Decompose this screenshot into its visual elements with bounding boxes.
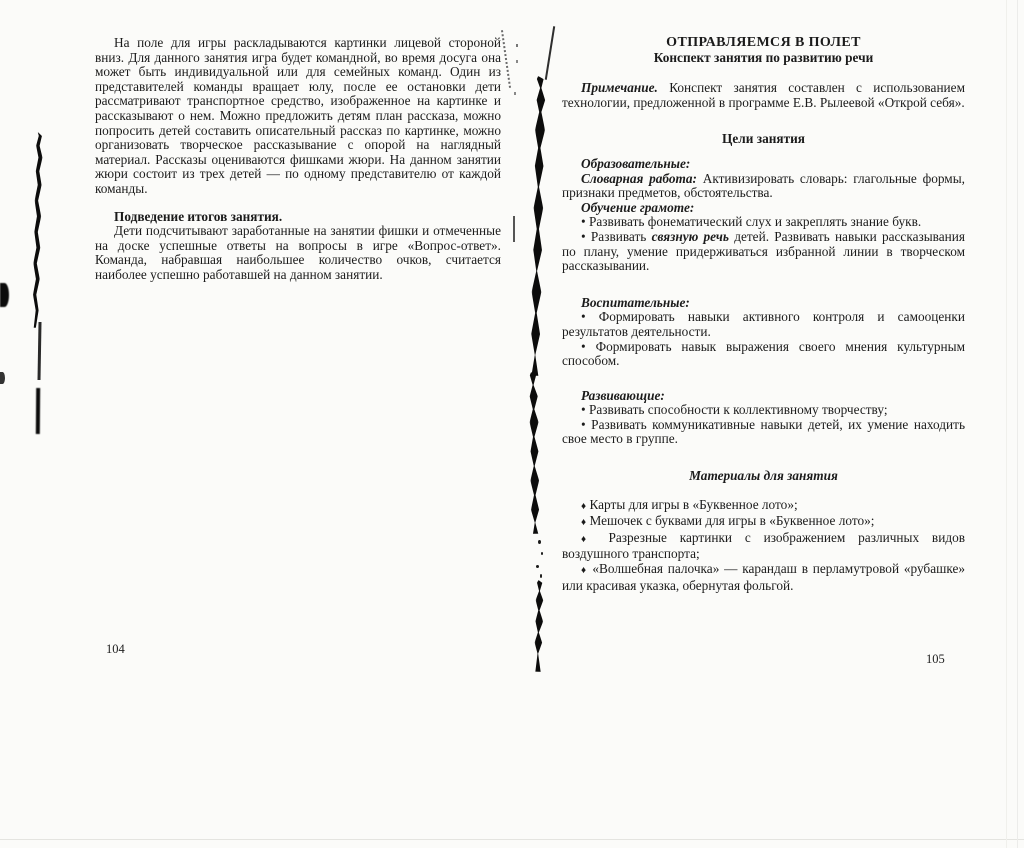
scan-gutter-streak-bottom [534,580,544,672]
upbringing-label: Воспитательные: [581,294,690,310]
scanner-right-edge-line [1017,0,1018,848]
bullet-icon: • [581,338,586,354]
lesson-subtitle: Конспект занятия по развитию речи [653,49,874,65]
literacy-bullet-2: • Развивать связную речь детей. Развивать навыки рассказывания по плану, умение придерживаться избранной линии в творческом рассказывании. [562,228,966,274]
bullet-icon: • [581,402,586,418]
bullet-icon: • [581,228,586,244]
page-number-left: 104 [106,642,125,656]
scan-speck [514,92,516,95]
note-label: Примечание. [581,80,658,96]
scan-gutter-streak-top [530,76,546,376]
literacy-label: Обучение грамоте: [581,199,695,215]
vocabulary-label: Словарная работа: [581,170,697,186]
scan-gutter-dotted-line [501,30,511,88]
scan-left-margin-blob [0,283,9,307]
diamond-bullet-icon: ♦ [581,500,587,512]
scan-gutter-thin-line [545,26,555,80]
scan-page-edge-dash [513,216,515,242]
materials-heading: Материалы для занятия [689,468,838,484]
scan-speck [536,565,539,568]
developing-bullet-2: • Развивать коммуникативные навыки детей, их умение находить свое место в группе. [562,416,966,447]
scan-left-edge-streak [32,132,43,328]
diamond-bullet-icon: ♦ [581,517,587,529]
note-paragraph [562,81,965,110]
bullet-icon: • [581,214,586,230]
page-number-right: 105 [926,652,945,666]
left-page-text-column [95,36,501,283]
developing-label: Развивающие: [581,387,665,403]
bullet-icon: • [581,416,586,432]
literacy-bullet-1: • Развивать фонематический слух и закреплять знание букв. [581,214,922,230]
upbringing-bullet-1: • Формировать навыки активного контроля и самооценки результатов деятельности. [562,309,965,339]
materials-item-4: ♦ «Волшебная палочка» — карандаш в перламутровой «рубашке» или красивая указка, обернутая фольгой. [562,561,966,593]
developing-bullet-1: • Развивать способности к коллективному творчеству; [581,402,888,418]
scan-speck [516,60,518,63]
scan-gutter-streak-middle [529,372,540,534]
diamond-bullet-icon: ♦ [581,533,596,545]
left-body-paragraph: На поле для игры раскладываются картинки лицевой стороной вниз. Для данного занятия игра будет командной, во время досуга она может быть индивидуальной или для семейных команд. Один из представителей команды вращает юлу, после ее остановки дети рассматривают транспортное средство, изображенное на картинке и рассказывают о нем. Можно предложить детям план рассказа, можно попросить детей составить описательный рассказ по картинке, можно организовать творческое рассказывание с опорой на наглядный материал. Рассказы оцениваются фишками жюри. На данном занятии жюри состоит из трех детей — по одному представителю от каждой команды. [95,35,501,196]
educational-label: Образовательные: [581,155,691,171]
materials-item-1: ♦ Карты для игры в «Буквенное лото»; [581,496,798,512]
scan-speck [516,44,518,47]
scan-left-margin-blob-small [0,372,5,384]
materials-item-3: ♦ Разрезные картинки с изображением различных видов воздушного транспорта; [562,529,966,562]
scan-left-edge-streak-tail [37,322,41,380]
scan-speck [538,540,541,544]
bullet-icon: • [581,309,586,325]
vocabulary-paragraph: Словарная работа: Активизировать словарь: глагольные формы, признаки предметов, обстоятельства. [562,170,965,201]
lesson-title: ОТПРАВЛЯЕМСЯ В ПОЛЕТ [666,35,861,50]
scan-speck [540,574,542,578]
scanner-right-edge-line [1006,0,1007,848]
scan-speck [541,552,543,555]
right-page-text-column [562,36,965,593]
goals-heading: Цели занятия [722,131,805,147]
upbringing-bullet-2: • Формировать навык выражения своего мнения культурным способом. [562,338,966,369]
summary-paragraph: Дети подсчитывают заработанные на занятии фишки и отмеченные на доске успешные ответы на вопросы в игре «Вопрос-ответ». Команда, набравшая наибольшее количество очков, считается наиболее успешно работавшей на данном занятии. [95,223,501,282]
summary-heading: Подведение итогов занятия. [114,208,283,224]
diamond-bullet-icon: ♦ [581,565,588,577]
scanner-bottom-line [0,839,1024,840]
materials-item-2: ♦ Мешочек с буквами для игры в «Буквенное лото»; [581,513,875,529]
scan-left-edge-streak-lower [36,388,40,434]
note-text: Конспект занятия составлен с использованием технологии, предложенной в программе Е.В. Рылеевой «Открой себя». [562,80,965,110]
